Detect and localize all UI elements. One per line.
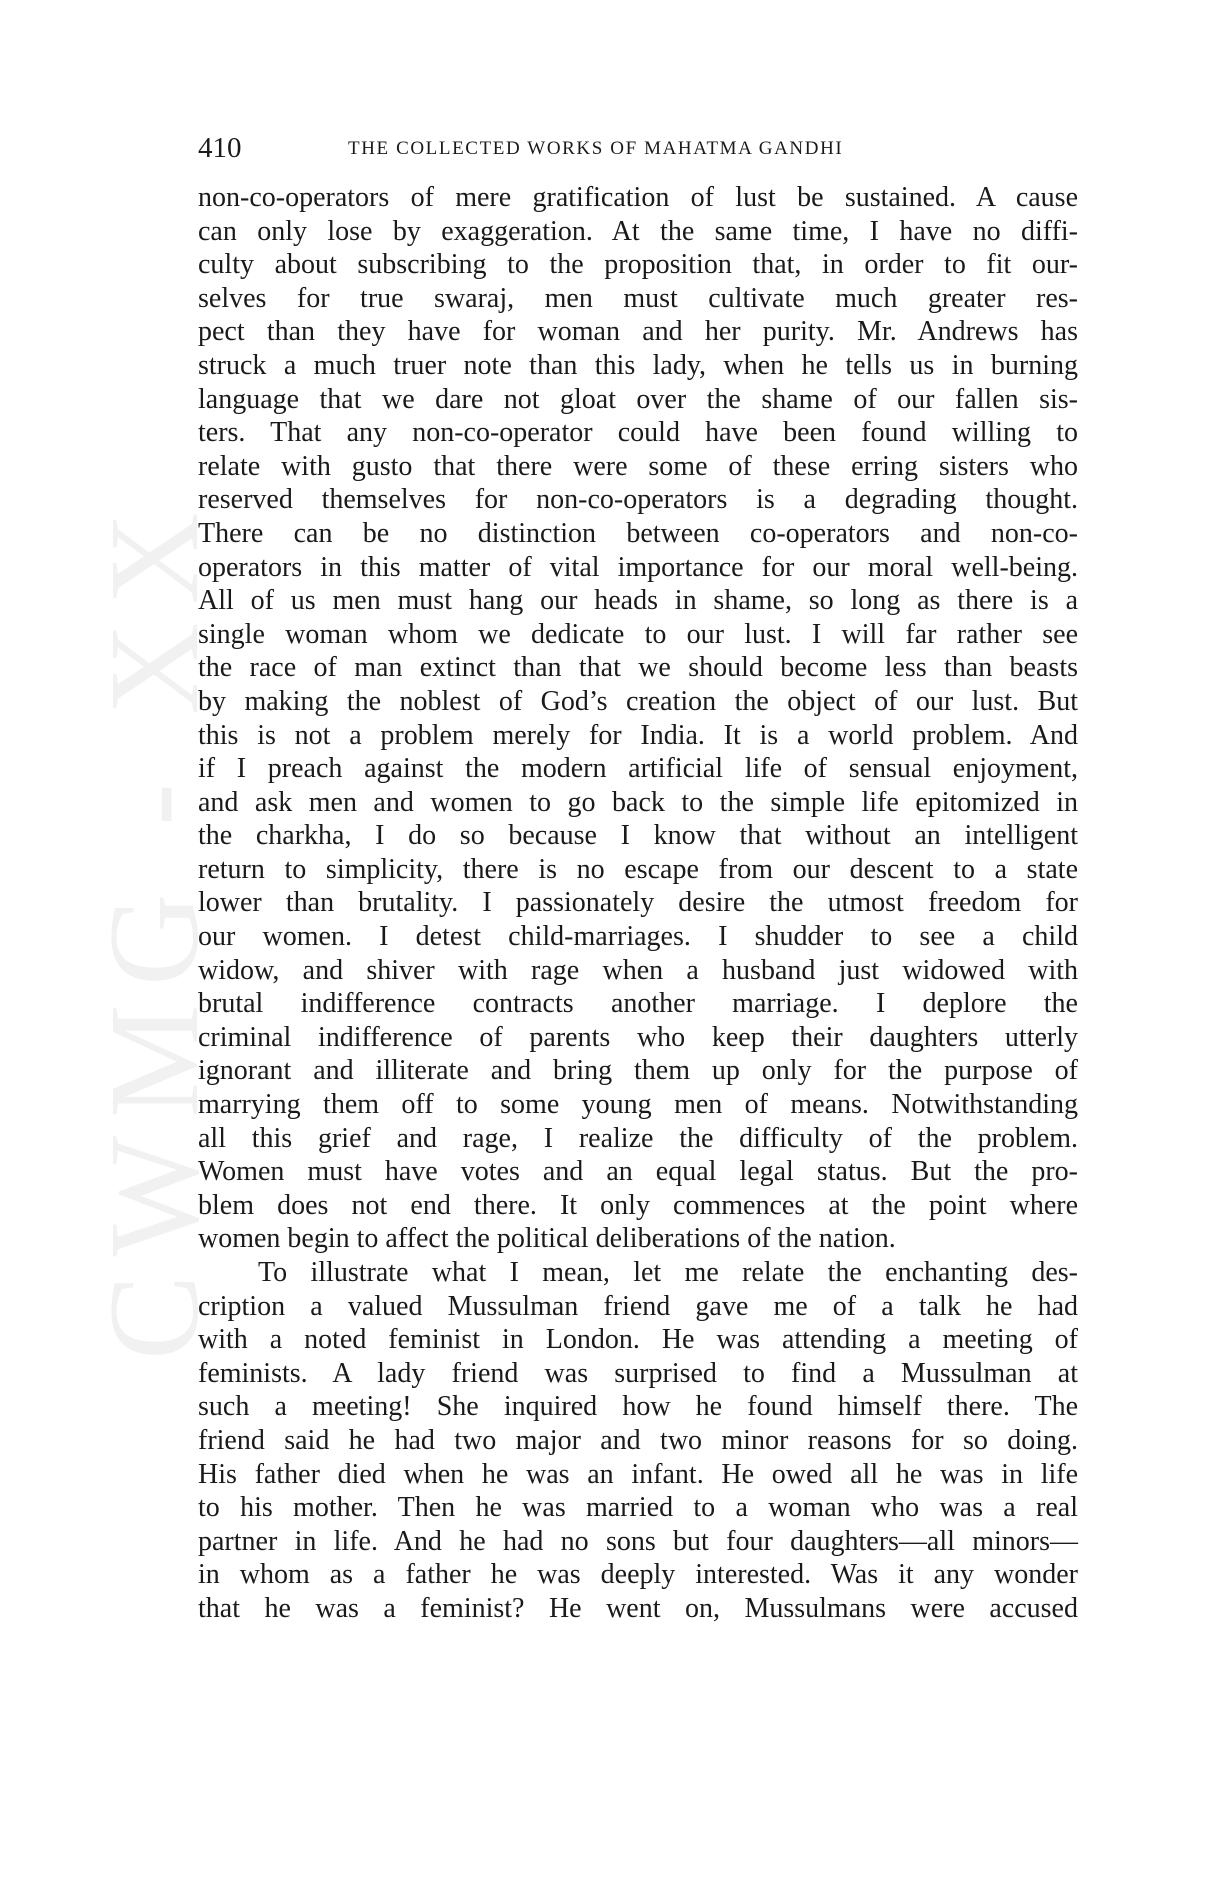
text-line: brutal indifference contracts another marriage. I deplore the xyxy=(198,988,1078,1020)
page-number: 410 xyxy=(198,132,242,164)
text-line: criminal indifference of parents who keep their daughters utterly xyxy=(198,1021,1078,1053)
text-line: There can be no distinction between co-operators and non-co- xyxy=(198,517,1078,549)
text-line: friend said he had two major and two minor reasons for so doing. xyxy=(198,1424,1078,1456)
text-line: return to simplicity, there is no escape from our descent to a state xyxy=(198,853,1078,885)
text-line: the charkha, I do so because I know that without an intelligent xyxy=(198,820,1078,852)
text-line: Women must have votes and an equal legal status. But the pro- xyxy=(198,1156,1078,1188)
text-line: non-co-operators of mere gratification of lust be sustained. A cause xyxy=(198,182,1078,213)
text-line: struck a much truer note than this lady, when he tells us in burning xyxy=(198,349,1078,381)
text-line: language that we dare not gloat over the shame of our fallen sis- xyxy=(198,383,1078,415)
text-line: To illustrate what I mean, let me relate the enchanting des- xyxy=(258,1257,1078,1288)
text-line: widow, and shiver with rage when a husband just widowed with xyxy=(198,954,1078,986)
text-line: the race of man extinct than that we should become less than beasts xyxy=(198,652,1078,684)
text-line: His father died when he was an infant. He owed all he was in life xyxy=(198,1458,1078,1490)
text-line: such a meeting! She inquired how he found himself there. The xyxy=(198,1391,1078,1423)
text-line: partner in life. And he had no sons but four daughters—all minors— xyxy=(198,1525,1078,1557)
text-line: to his mother. Then he was married to a woman who was a real xyxy=(198,1492,1078,1524)
running-head: THE COLLECTED WORKS OF MAHATMA GANDHI xyxy=(348,138,844,159)
text-line: relate with gusto that there were some of these erring sisters who xyxy=(198,450,1078,482)
text-line: feminists. A lady friend was surprised to find a Mussulman at xyxy=(198,1357,1078,1389)
body-text xyxy=(198,181,1078,1626)
text-line: cription a valued Mussulman friend gave me of a talk he had xyxy=(198,1290,1078,1322)
text-line: with a noted feminist in London. He was attending a meeting of xyxy=(198,1324,1078,1356)
text-line: single woman whom we dedicate to our lust. I will far rather see xyxy=(198,618,1078,650)
text-line: if I preach against the modern artificial life of sensual enjoyment, xyxy=(198,753,1078,785)
text-line: women begin to affect the political deliberations of the nation. xyxy=(198,1223,896,1255)
text-line: blem does not end there. It only commences at the point where xyxy=(198,1189,1078,1221)
text-line: and ask men and women to go back to the simple life epitomized in xyxy=(198,786,1078,818)
text-line: culty about subscribing to the proposition that, in order to fit our- xyxy=(198,249,1078,281)
text-line: lower than brutality. I passionately desire the utmost freedom for xyxy=(198,887,1078,919)
watermark: CWMG - XX xyxy=(83,494,225,1360)
text-line: all this grief and rage, I realize the difficulty of the problem. xyxy=(198,1122,1078,1154)
text-line: ignorant and illiterate and bring them up only for the purpose of xyxy=(198,1055,1078,1087)
text-line: selves for true swaraj, men must cultivate much greater res- xyxy=(198,282,1078,314)
text-line: reserved themselves for non-co-operators is a degrading thought. xyxy=(198,484,1078,516)
text-line: operators in this matter of vital importance for our moral well-being. xyxy=(198,551,1078,583)
text-line: can only lose by exaggeration. At the same time, I have no diffi- xyxy=(198,215,1078,247)
text-line: All of us men must hang our heads in shame, so long as there is a xyxy=(198,585,1078,617)
text-line: this is not a problem merely for India. It is a world problem. And xyxy=(198,719,1078,751)
text-line: pect than they have for woman and her purity. Mr. Andrews has xyxy=(198,316,1078,348)
text-line: marrying them off to some young men of means. Notwithstanding xyxy=(198,1089,1078,1121)
text-line: that he was a feminist? He went on, Mussulmans were accused xyxy=(198,1592,1078,1624)
page-header xyxy=(198,128,1078,168)
text-line: ters. That any non-co-operator could have been found willing to xyxy=(198,417,1078,449)
text-line: in whom as a father he was deeply interested. Was it any wonder xyxy=(198,1559,1078,1591)
text-line: by making the noblest of God’s creation the object of our lust. But xyxy=(198,685,1078,717)
text-line: our women. I detest child-marriages. I shudder to see a child xyxy=(198,921,1078,953)
